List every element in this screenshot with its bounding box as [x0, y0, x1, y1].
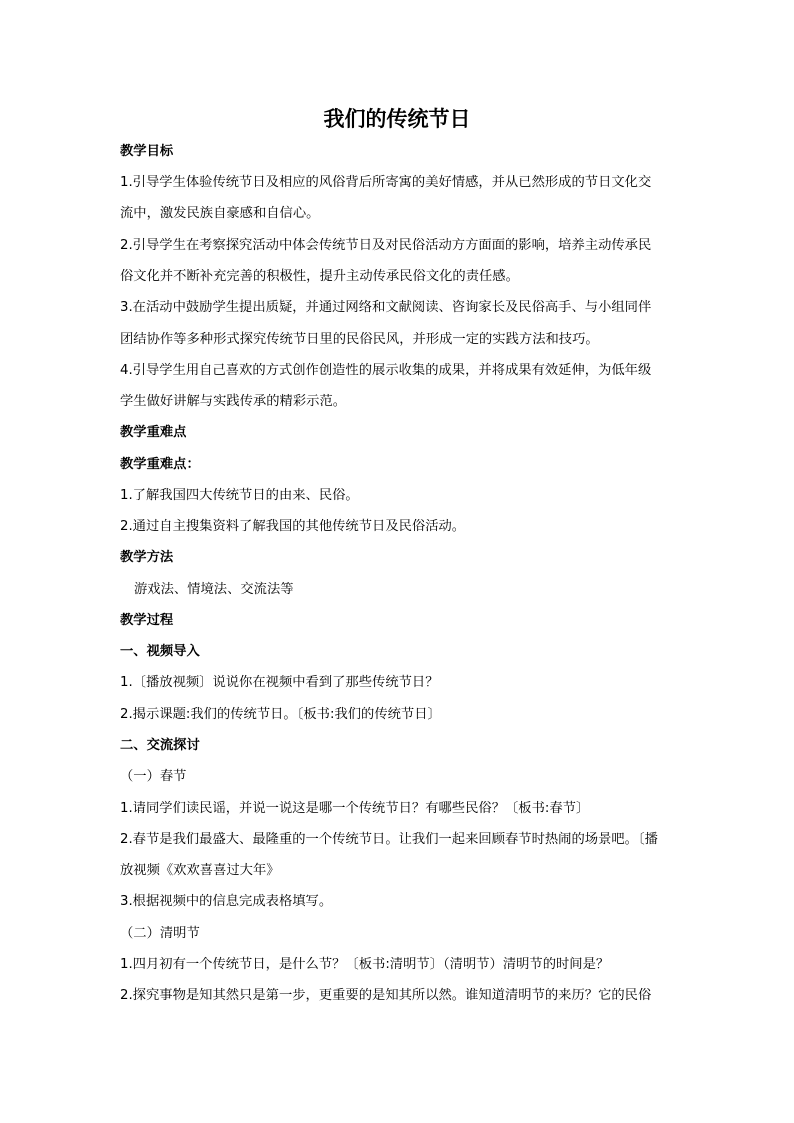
text-line: 俗文化并不断补充完善的积极性，提升主动传承民俗文化的责任感。	[120, 269, 519, 284]
text-line: 1.请同学们读民谣，并说一说这是哪一个传统节日？有哪些民俗？〔板书:春节〕	[120, 801, 590, 816]
text-line: （二）清明节	[120, 926, 200, 941]
text-line: 流中，激发民族自豪感和自信心。	[120, 206, 320, 221]
text-line: 放视频《欢欢喜喜过大年》	[120, 863, 280, 878]
text-line: 1.了解我国四大传统节日的由来、民俗。	[120, 488, 359, 503]
section-heading: 教学重难点：	[120, 457, 200, 472]
document-title: 我们的传统节日	[323, 107, 471, 131]
text-line: （一）春节	[120, 769, 187, 784]
text-line: 2.揭示课题:我们的传统节日。〔板书:我们的传统节日〕	[120, 707, 441, 722]
text-line: 3.在活动中鼓励学生提出质疑，并通过网络和文献阅读、咨询家长及民俗高手、与小组同伴	[120, 300, 652, 315]
section-heading: 教学重难点	[120, 425, 187, 440]
text-line: 1.四月初有一个传统节日，是什么节？〔板书:清明节〕（清明节）清明节的时间是？	[120, 957, 610, 972]
text-line: 2.探究事物是知其然只是第一步，更重要的是知其所以然。谁知道清明节的来历？它的民俗	[120, 988, 652, 1003]
text-line: 4.引导学生用自己喜欢的方式创作创造性的展示收集的成果，并将成果有效延伸，为低年级	[120, 363, 652, 378]
text-line: 学生做好讲解与实践传承的精彩示范。	[120, 394, 347, 409]
section-heading: 教学过程	[120, 613, 174, 628]
text-line: 3.根据视频中的信息完成表格填写。	[120, 894, 333, 909]
text-line: 2.引导学生在考察探究活动中体会传统节日及对民俗活动方方面面的影响，培养主动传承民	[120, 238, 652, 253]
section-heading: 二、交流探讨	[120, 738, 200, 753]
section-heading: 教学方法	[120, 550, 174, 565]
text-line: 团结协作等多种形式探究传统节日里的民俗民风，并形成一定的实践方法和技巧。	[120, 332, 599, 347]
section-heading: 教学目标	[120, 144, 174, 159]
text-line: 2.春节是我们最盛大、最隆重的一个传统节日。让我们一起来回顾春节时热闹的场景吧。〔播	[120, 832, 658, 847]
text-line: 1.〔播放视频〕说说你在视频中看到了那些传统节日？	[120, 675, 439, 690]
text-line: 2.通过自主搜集资料了解我国的其他传统节日及民俗活动。	[120, 519, 466, 534]
text-line: 1.引导学生体验传统节日及相应的风俗背后所寄寓的美好情感，并从已然形成的节日文化交	[120, 175, 652, 190]
section-heading: 一、视频导入	[120, 644, 200, 659]
text-line: 游戏法、情境法、交流法等	[134, 582, 294, 597]
